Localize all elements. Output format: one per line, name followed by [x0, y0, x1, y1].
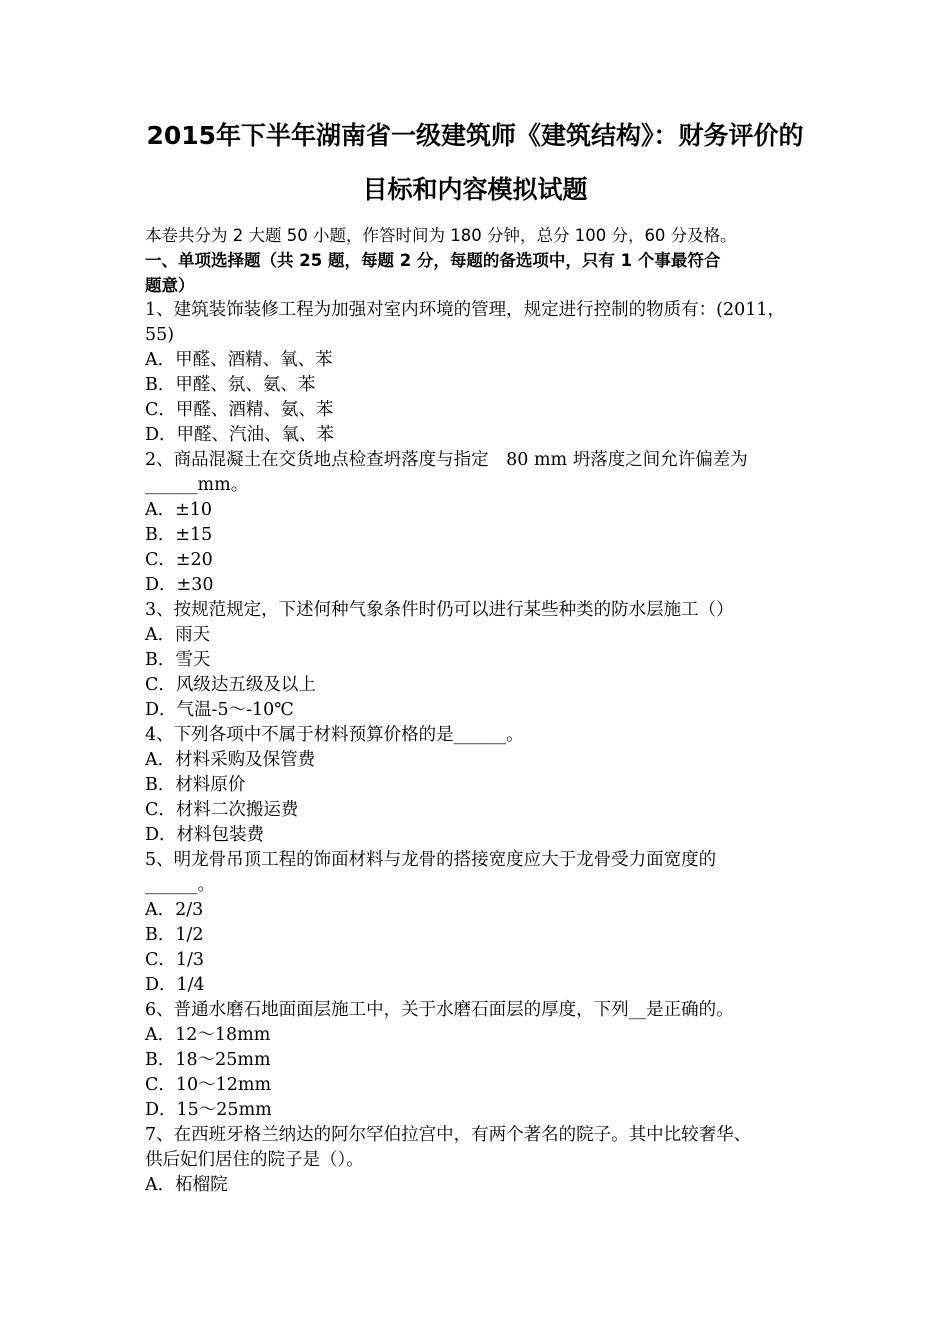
question-stem: 5、明龙骨吊顶工程的饰面材料与龙骨的搭接宽度应大于龙骨受力面宽度的 — [145, 850, 717, 870]
question-stem: 2、商品混凝土在交货地点检查坍落度与指定 80 mm 坍落度之间允许偏差为 — [145, 450, 748, 470]
answer-option: B．1/2 — [145, 925, 204, 945]
answer-option: D．15～25mm — [145, 1100, 272, 1120]
question-list — [145, 298, 810, 1198]
question-stem: ______。 — [145, 875, 215, 895]
document-body — [145, 223, 810, 1198]
answer-option: A．12～18mm — [145, 1025, 271, 1045]
question-item — [145, 998, 810, 1123]
question-stem: 55) — [145, 325, 175, 345]
answer-option: D．甲醛、汽油、氧、苯 — [145, 425, 335, 445]
answer-option: C．10～12mm — [145, 1075, 272, 1095]
answer-option: D．±30 — [145, 575, 214, 595]
answer-option: B．甲醛、氛、氨、苯 — [145, 375, 316, 395]
answer-option: A．2/3 — [145, 900, 204, 920]
question-item — [145, 448, 810, 598]
section-heading-line-1: 一、单项选择题（共 25 题，每题 2 分，每题的备选项中，只有 1 个事最符合 — [145, 251, 721, 270]
answer-option: C．风级达五级及以上 — [145, 675, 316, 695]
answer-option: A．材料采购及保管费 — [145, 750, 316, 770]
answer-option: A．±10 — [145, 500, 213, 520]
question-item — [145, 723, 810, 848]
question-stem: 3、按规范规定，下述何种气象条件时仍可以进行某些种类的防水层施工（） — [145, 600, 734, 620]
question-item — [145, 848, 810, 998]
question-stem: ______mm。 — [145, 475, 249, 495]
answer-option: B．±15 — [145, 525, 213, 545]
answer-option: D．气温-5～-10℃ — [145, 700, 294, 720]
answer-option: D．1/4 — [145, 975, 205, 995]
question-stem: 4、下列各项中不属于材料预算价格的是______。 — [145, 725, 524, 745]
question-stem: 1、建筑装饰装修工程为加强对室内环境的管理，规定进行控制的物质有：(2011， — [145, 300, 785, 320]
answer-option: C．甲醛、酒精、氨、苯 — [145, 400, 334, 420]
question-stem: 7、在西班牙格兰纳达的阿尔罕伯拉宫中，有两个著名的院子。其中比较奢华、 — [145, 1125, 752, 1145]
document-title-line-1: 2015年下半年湖南省一级建筑师《建筑结构》：财务评价的 — [146, 121, 804, 150]
answer-option: B．材料原价 — [145, 775, 246, 795]
answer-option: A．柘榴院 — [145, 1175, 228, 1195]
answer-option: B．18～25mm — [145, 1050, 271, 1070]
answer-option: C．材料二次搬运费 — [145, 800, 299, 820]
question-item — [145, 298, 810, 448]
answer-option: B．雪天 — [145, 650, 211, 670]
answer-option: A．甲醛、酒精、氧、苯 — [145, 350, 333, 370]
answer-option: A．雨天 — [145, 625, 211, 645]
question-stem: 6、普通水磨石地面面层施工中，关于水磨石面层的厚度，下列__是正确的。 — [145, 1000, 734, 1020]
question-item — [145, 598, 810, 723]
answer-option: C．±20 — [145, 550, 213, 570]
section-heading-line-2: 题意） — [145, 276, 195, 295]
answer-option: C．1/3 — [145, 950, 205, 970]
answer-option: D．材料包装费 — [145, 825, 265, 845]
question-stem: 供后妃们居住的院子是（）。 — [145, 1150, 364, 1170]
document-title-line-2: 目标和内容模拟试题 — [362, 175, 588, 204]
question-item — [145, 1123, 810, 1198]
exam-intro: 本卷共分为 2 大题 50 小题，作答时间为 180 分钟，总分 100 分，60 分及格。 — [145, 226, 737, 245]
